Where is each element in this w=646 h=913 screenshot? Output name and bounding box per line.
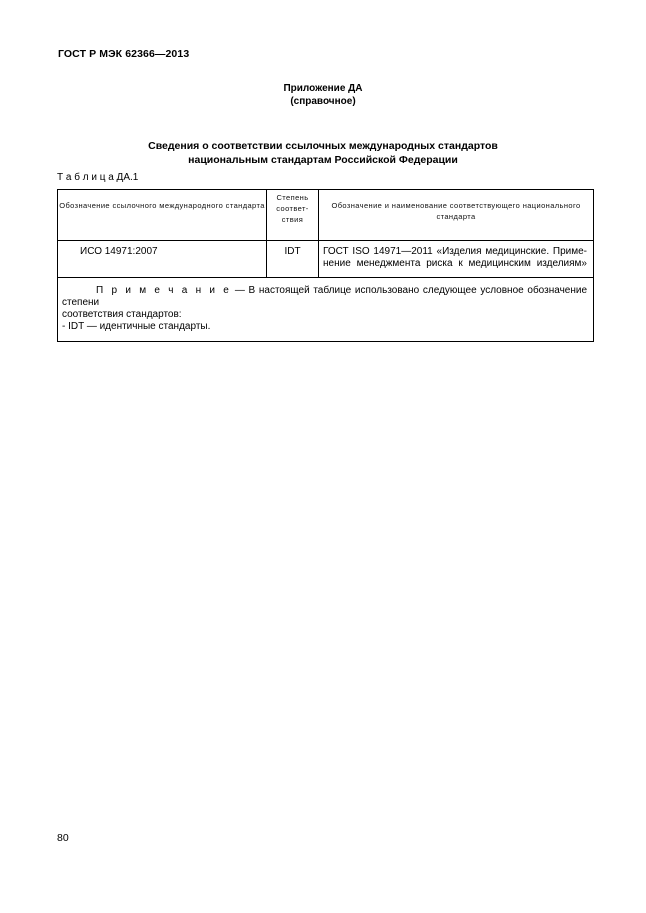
header-degree: [267, 190, 319, 241]
cell-national-line1: ГОСТ ISO 14971—2011 «Изделия медицинские. Приме-: [323, 246, 587, 257]
cell-national-standard: [319, 241, 594, 278]
note-line2: соответствия стандартов:: [62, 309, 182, 320]
table-header-row: [58, 190, 594, 241]
header-national-standard: [319, 190, 594, 241]
note-prefix: П р и м е ч а н и е: [96, 285, 232, 296]
document-code: ГОСТ Р МЭК 62366—2013: [58, 48, 190, 60]
header-degree-line1: Степень: [276, 193, 309, 202]
table-note: [58, 278, 594, 342]
section-title-line1: Сведения о соответствии ссылочных международных стандартов: [148, 140, 498, 152]
section-title: [0, 139, 646, 167]
section-title-line2: национальным стандартам Российской Федерации: [188, 154, 458, 166]
page-number: 80: [57, 832, 69, 844]
cell-national-line2: нение менеджмента риска к медицинским изделиям»: [323, 258, 587, 269]
standards-table: [57, 189, 594, 342]
cell-international-standard: ИСО 14971:2007: [58, 241, 267, 278]
table-note-row: [58, 278, 594, 342]
table-label: Т а б л и ц а ДА.1: [57, 172, 139, 183]
cell-degree: IDT: [267, 241, 319, 278]
appendix-subtitle: (справочное): [290, 96, 356, 107]
header-degree-line2: соответ-: [276, 204, 309, 213]
header-international-standard: [58, 190, 267, 241]
header-degree-line3: ствия: [281, 215, 304, 224]
note-line3: - IDT — идентичные стандарты.: [62, 321, 211, 332]
appendix-heading: [0, 82, 646, 108]
appendix-title: Приложение ДА: [283, 83, 363, 94]
header-national-standard-text: Обозначение и наименование соответствующего национального стандарта: [331, 201, 581, 221]
note-line1: [62, 285, 587, 309]
note-line1-text: — В настоящей таблице использовано следующее условное обозначение степени: [62, 285, 588, 308]
header-international-standard-text: Обозначение ссылочного международного стандарта: [59, 201, 265, 210]
table-row: [58, 241, 594, 278]
